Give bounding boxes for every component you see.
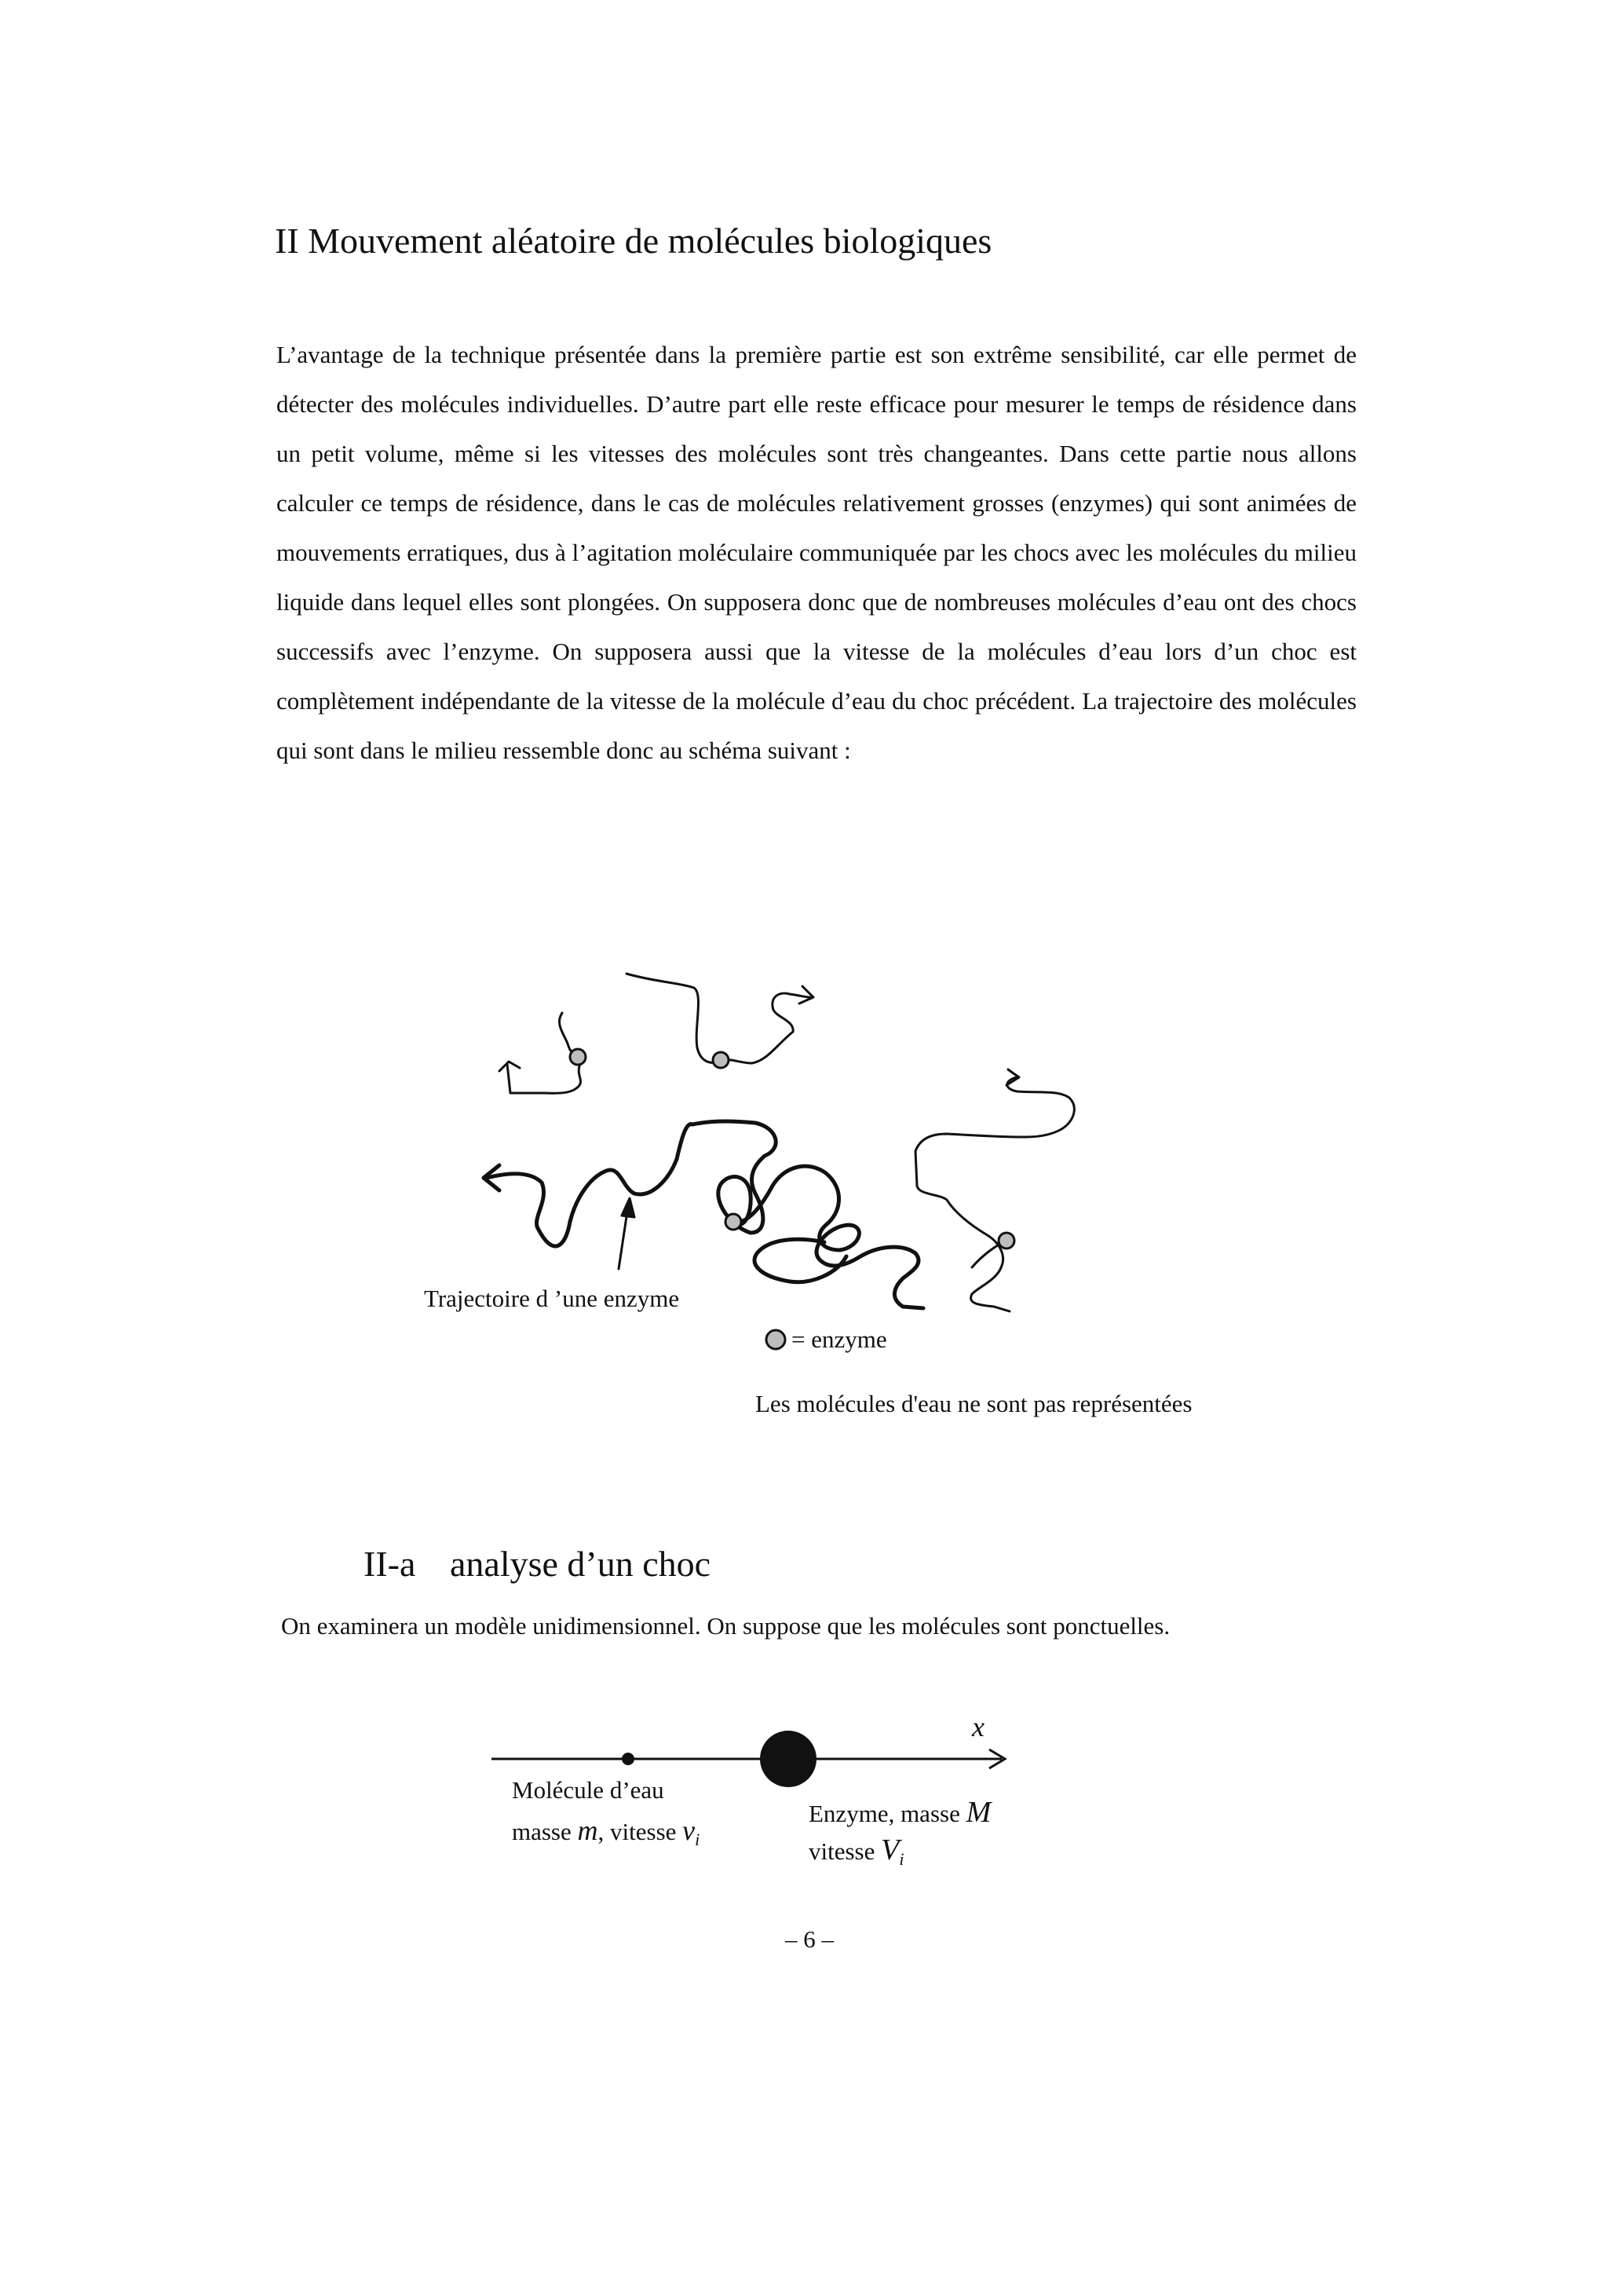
enzyme-path-1 [507, 1013, 580, 1093]
axis-x-label: x [972, 1711, 985, 1742]
trajectory-pointer-head [622, 1198, 634, 1217]
subsection-number: II-a [363, 1544, 416, 1584]
enzyme-path-main [487, 1121, 923, 1308]
page-number: – 6 – [785, 1925, 834, 1953]
enzyme-marker [713, 1052, 729, 1068]
model-description: On examinera un modèle unidimensionnel. On suppose que les molécules sont ponctuelles. [281, 1612, 1171, 1640]
legend-enzyme-icon [766, 1330, 785, 1349]
trajectory-label: Trajectoire d ’une enzyme [424, 1285, 680, 1312]
water-molecule [622, 1753, 634, 1765]
enzyme-name-prefix: Enzyme, masse [809, 1800, 966, 1827]
enzyme-speed-prefix: vitesse [809, 1837, 882, 1865]
enzyme-speed-sub: i [899, 1849, 904, 1870]
water-mass-prefix: masse [512, 1818, 578, 1845]
enzyme-label-line2 [809, 1833, 904, 1870]
enzyme-path-main-extra [754, 1239, 846, 1281]
section-title: II Mouvement aléatoire de molécules biologiques [275, 221, 992, 261]
subsection-title [363, 1543, 711, 1585]
water-speed-symbol: v [682, 1815, 696, 1846]
enzyme-marker [725, 1214, 741, 1230]
water-speed-sub: i [695, 1830, 700, 1850]
collision-axis [491, 1749, 1005, 1768]
enzyme-path-3-tail [971, 1241, 1010, 1311]
figure-caption: Les molécules d'eau ne sont pas représentées [755, 1390, 1193, 1417]
enzyme-path-3 [915, 1077, 1074, 1294]
water-mass-symbol: m [577, 1815, 598, 1846]
water-speed-prefix: , vitesse [597, 1818, 683, 1845]
enzyme-molecule [760, 1731, 816, 1787]
enzyme-mass-symbol: M [966, 1796, 992, 1829]
enzyme-marker [570, 1049, 586, 1065]
water-label-line1: Molécule d’eau [512, 1776, 664, 1804]
legend-enzyme-text: = enzyme [791, 1325, 887, 1353]
enzyme-marker [999, 1233, 1014, 1249]
intro-text: L’avantage de la technique présentée dans la première partie est son extrême sensibilité, car elle permet de détecter des molécules individuelles. D’autre part elle reste efficace pour mesurer le temps de résidence dans un petit volume, même si les vitesses des molécules sont très changeantes. Dans cette partie nous allons calculer ce temps de résidence, dans le cas de molécules relativement grosses (enzymes) qui sont animées de mouvements erratiques, dus à l’agitation moléculaire communiquée par les chocs avec les molécules du milieu liquide dans lequel elles sont plongées. On supposera donc que de nombreuses molécules d’eau ont des chocs successifs avec l’enzyme. On supposera aussi que la vitesse de la molécules d’eau lors d’un choc est complètement indépendante de la vitesse de la molécule d’eau du choc précédent. La trajectoire des molécules qui sont dans le milieu ressemble donc au schéma suivant : [276, 341, 1357, 764]
enzyme-path-2 [627, 974, 810, 1063]
enzyme-label-line1 [809, 1795, 991, 1830]
water-label-line2 [512, 1814, 700, 1850]
enzyme-path-1-arrow [499, 1062, 520, 1071]
enzyme-speed-symbol: V [881, 1834, 900, 1866]
subsection-text: analyse d’un choc [450, 1544, 711, 1584]
